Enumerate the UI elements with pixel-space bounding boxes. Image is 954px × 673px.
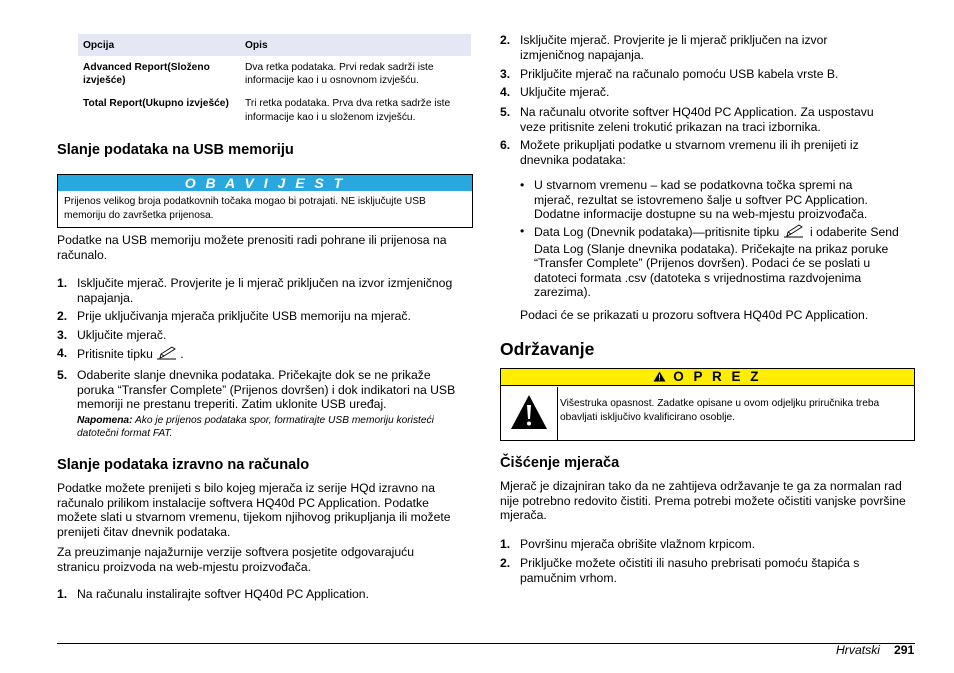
bullet-text-wrap [534,224,902,300]
step-number: 4. [500,85,511,99]
step-number: 4. [57,346,68,360]
table-cell-desc: Dva retka podataka. Prvi redak sadrži iste informacije kao i u osnovnom izvješću. [245,62,434,87]
bullet-text: Data Log (Dnevnik podataka)—pritisnite tipku [534,225,780,239]
bullet-dot: • [520,178,525,192]
table-header: Opcija [78,34,240,56]
table-row [78,92,471,128]
step-text: Na računalu instalirajte softver HQ40d PC Application. [77,587,369,601]
pc-para2: Za preuzimanje najažurnije verzije softvera posjetite odgovarajuću stranicu proizvoda na web-mjestu proizvođača. [57,545,415,574]
step-text: Uključite mjerač. [520,85,610,99]
clean-intro: Mjerač je dizajniran tako da ne zahtijeva održavanje te ga za normalan rad nije potrebno redovito čistiti. Prema potrebi možete očistiti vanjske površine mjerača. [500,479,906,523]
footer-divider [57,643,915,644]
step-number: 5. [500,105,511,119]
bullet-item [520,224,910,300]
caution-label: O P R E Z [673,369,762,384]
step-text: Priključke možete očistiti ili nasuho prebrisati pomoću štapića s pamučnim vrhom. [520,556,860,585]
notice-text: Prijenos velikog broja podatkovnih točaka mogao bi potrajati. NE isključujte USB memoriju do završetka prijenosa. [64,196,426,222]
table-cell-option: Advanced Report(Složeno izvješće) [83,62,210,87]
list-item [57,276,471,306]
table-header: Opis [240,34,471,56]
bullet-item [520,178,910,224]
bullet-dot: • [520,224,525,238]
list-item [57,309,471,325]
step-text: Isključite mjerač. Provjerite je li mjerač priključen na izvor izmjeničnog napajanja. [77,276,453,305]
list-item [500,537,914,553]
list-item [57,368,471,412]
note-label: Napomena: [77,415,133,426]
caution-header [501,369,914,386]
step-text: Možete prikupljati podatke u stvarnom vremenu ili ih prenijeti iz dnevnika podataka: [520,138,859,167]
step-number: 1. [57,587,68,601]
pc-para1: Podatke možete prenijeti s bilo kojeg mjerača iz serije HQd izravno na računalo prilikom instalacije softvera HQ40d PC Application. Podatke možete slati u stvarnom vremenu, tijekom njihovog prikupljanja ili možete prenijeti čitav dnevnik podataka. [57,481,451,539]
step-number: 5. [57,368,68,382]
list-item [500,138,914,168]
pencil-icon [156,346,180,364]
list-item [500,105,914,135]
notice-box [57,174,473,228]
warning-triangle-icon [510,394,548,430]
step-text: Isključite mjerač. Provjerite je li mjerač priključen na izvor izmjeničnog napajanja. [520,33,828,62]
warning-small-icon [653,369,666,384]
bullet-text: U stvarnom vremenu – kad se podatkovna točka spremi na mjerač, rezultat se istovremeno šalje u softver PC Application. Dodatne informacije dostupne su na web-mjestu proizvođača. [534,178,868,222]
usb-note [77,414,457,441]
usb-heading: Slanje podataka na USB memoriju [57,142,294,158]
step-text: Na računalu otvorite softver HQ40d PC Application. Za uspostavu veze pritisnite zeleni trokutić prikazan na traci izbornika. [520,105,874,134]
page-number: 291 [894,643,915,657]
list-item [57,587,471,603]
table-cell-desc: Tri retka podataka. Prva dva retka sadrže iste informacije kao i u složenom izvješću. [245,98,451,123]
list-item [500,85,914,101]
step-number: 3. [57,328,68,342]
step-text: Priključite mjerač na računalo pomoću USB kabela vrste B. [520,67,839,81]
list-item [57,346,471,364]
step-number: 3. [500,67,511,81]
clean-heading: Čišćenje mjerača [500,455,620,471]
step-number: 1. [500,537,511,551]
pc-heading: Slanje podataka izravno na računalo [57,457,310,473]
step-text: Odaberite slanje dnevnika podataka. Pričekajte dok se ne prikaže poruka “Transfer Complete” (Prijenos dovršen) i dok indikatori na USB memoriji ne prestanu treperiti. Zatim uklonite USB uređaj. [77,368,456,412]
notice-label: O B A V I J E S T [58,175,472,191]
list-item [500,556,914,586]
bullet-text-cont: i odaberite Send Data Log (Slanje dnevnika podataka). Pričekajte na prikaz poruke “Transfer Complete” (Prijenos dovršen). Podaci će se poslati u datoteci formata .csv (datoteka s vrijednostima razdvojenima zarezima). [534,225,899,300]
caution-box [500,368,915,441]
table-header-row [78,34,471,56]
step-text: Pritisnite tipku [77,347,153,361]
step-text: Uključite mjerač. [77,328,167,342]
step-text: Prije uključivanja mjerača priključite USB memoriju na mjerač. [77,309,411,323]
step-number: 6. [500,138,511,152]
options-table [78,34,471,129]
step-text-wrap: Pritisnite tipku . [77,346,184,364]
caution-text: Višestruka opasnost. Zadatke opisane u ovom odjeljku priručnika treba obavljati isključivo kvalificirano osoblje. [560,398,880,424]
table-cell-option: Total Report(Ukupno izvješće) [83,98,229,110]
caution-icon-cell [501,387,558,440]
note-text: Ako je prijenos podataka spor, formatirajte USB memoriju koristeći datotečni format FAT. [77,415,434,440]
list-item [500,67,914,83]
list-item [57,328,471,344]
pc-closing: Podaci će se prikazati u prozoru softvera HQ40d PC Application. [520,308,869,322]
step-number: 2. [500,33,511,47]
step-number: 2. [57,309,68,323]
step-number: 1. [57,276,68,290]
step-text: Površinu mjerača obrišite vlažnom krpicom. [520,537,756,551]
usb-intro: Podatke na USB memoriju možete prenositi radi pohrane ili prijenosa na računalo. [57,233,447,262]
maintenance-heading: Održavanje [500,339,595,359]
footer-language: Hrvatski [836,643,881,657]
step-number: 2. [500,556,511,570]
table-row [78,56,471,92]
list-item [500,33,914,63]
pencil-icon [783,224,807,242]
